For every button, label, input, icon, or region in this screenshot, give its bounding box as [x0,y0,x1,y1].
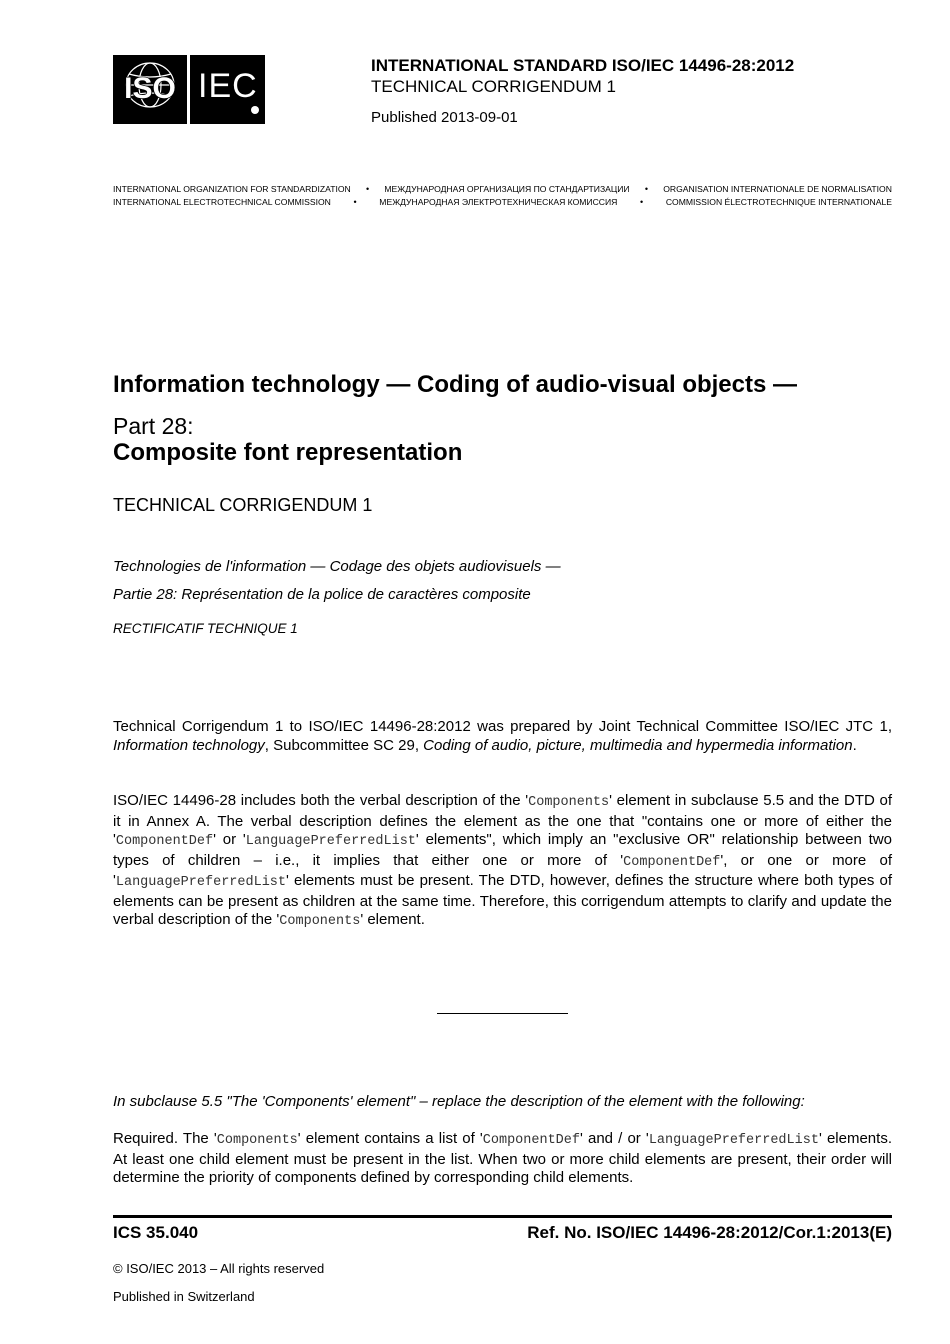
organizations-row-2 [113,197,892,207]
org-name: INTERNATIONAL ELECTROTECHNICAL COMMISSION [113,197,331,207]
foreword-paragraph [113,718,892,755]
org-name: INTERNATIONAL ORGANIZATION FOR STANDARDIZATION [113,184,351,194]
ics-code: ICS 35.040 [113,1223,199,1242]
replacement-paragraph [113,1130,892,1188]
svg-text:IEC: IEC [198,67,258,105]
code-term: ComponentDef [482,1133,580,1148]
text-run: ' element. [360,911,425,928]
text-run-italic: Information technology [113,736,265,754]
french-title: Technologies de l'information — Codage des objets audiovisuels — [113,558,561,575]
rationale-paragraph [113,792,892,932]
org-name: ORGANISATION INTERNATIONALE DE NORMALISATION [663,184,892,194]
bullet-separator: • [640,197,644,207]
reference-number: Ref. No. ISO/IEC 14496-28:2012/Cor.1:2013(E) [527,1223,892,1242]
text-run: ', or one or more of ' [113,851,892,889]
code-term: ComponentDef [115,834,214,849]
code-term: Components [279,914,361,929]
standard-title: INTERNATIONAL STANDARD ISO/IEC 14496-28:2012 [371,56,795,75]
french-part-title: Partie 28: Représentation de la police de caractères composite [113,586,531,603]
text-run: ' elements. At least one child element must be present in the list. When two or more child elements are present, their order will determine the priority of components defined by corresponding child elements. [113,1130,892,1186]
part-number: Part 28: [113,413,194,439]
text-run: ISO/IEC 14496-28 includes both the verbal description of the ' [113,792,529,809]
text-run: . [852,736,857,754]
part-title: Composite font representation [113,439,463,466]
bullet-separator: • [366,184,370,194]
text-run: Technical Corrigendum 1 to ISO/IEC 14496-28:2012 was prepared by Joint Technical Committee ISO/IEC JTC 1, [113,718,892,735]
code-term: LanguagePreferredList [245,834,416,849]
code-term: LanguagePreferredList [648,1133,819,1148]
text-run: Required. The ' [113,1130,217,1147]
code-term: Components [216,1133,298,1148]
amendment-instruction: In subclause 5.5 "The 'Components' element" – replace the description of the element with the following: [113,1093,805,1110]
svg-text:ISO: ISO [124,72,176,105]
text-run: ' elements", which imply an "exclusive OR" relationship between two types of children – i.e., it implies that either one or more of ' [113,831,892,869]
copyright-notice: © ISO/IEC 2013 – All rights reserved [113,1261,325,1276]
code-term: ComponentDef [623,854,721,870]
org-name: МЕЖДУНАРОДНАЯ ОРГАНИЗАЦИЯ ПО СТАНДАРТИЗАЦИИ [384,184,630,194]
french-corrigendum-label: RECTIFICATIF TECHNIQUE 1 [113,621,298,636]
section-divider [437,1013,568,1014]
logo-group [113,55,265,124]
text-run: ' element in subclause 5.5 and the DTD of it in Annex A. The verbal description defines the element as the one that "contains one or more of either the ' [113,792,892,848]
code-term: LanguagePreferredList [115,875,287,890]
bullet-separator: • [644,184,648,194]
bullet-separator: • [353,197,357,207]
text-run: ' and / or ' [579,1130,649,1147]
text-run: , Subcommittee SC 29, [264,736,424,754]
text-run: ' elements must be present. The DTD, however, defines the structure where both types of elements can be present as children at the same time. Therefore, this corrigendum attempts to clarify and update the verbal description of the ' [113,872,892,928]
code-term: Components [528,795,610,810]
org-name: COMMISSION ÉLECTROTECHNIQUE INTERNATIONALE [665,197,892,207]
globe-icon [113,55,187,124]
footer-rule [113,1215,892,1218]
text-run: ' or ' [213,831,246,848]
corrigendum-label: TECHNICAL CORRIGENDUM 1 [113,495,373,515]
org-name: МЕЖДУНАРОДНАЯ ЭЛЕКТРОТЕХНИЧЕСКАЯ КОМИССИЯ [379,197,618,207]
published-date: Published 2013-09-01 [371,109,518,126]
text-run: ' element contains a list of ' [297,1130,483,1147]
published-in: Published in Switzerland [113,1289,255,1304]
organizations-row-1 [113,184,892,194]
standard-subtitle: TECHNICAL CORRIGENDUM 1 [371,77,616,96]
iec-logo [190,55,265,124]
document-title: Information technology — Coding of audio-visual objects — [113,371,798,398]
text-run-italic: Coding of audio, picture, multimedia and hypermedia information [423,736,853,754]
iso-logo [113,55,187,124]
